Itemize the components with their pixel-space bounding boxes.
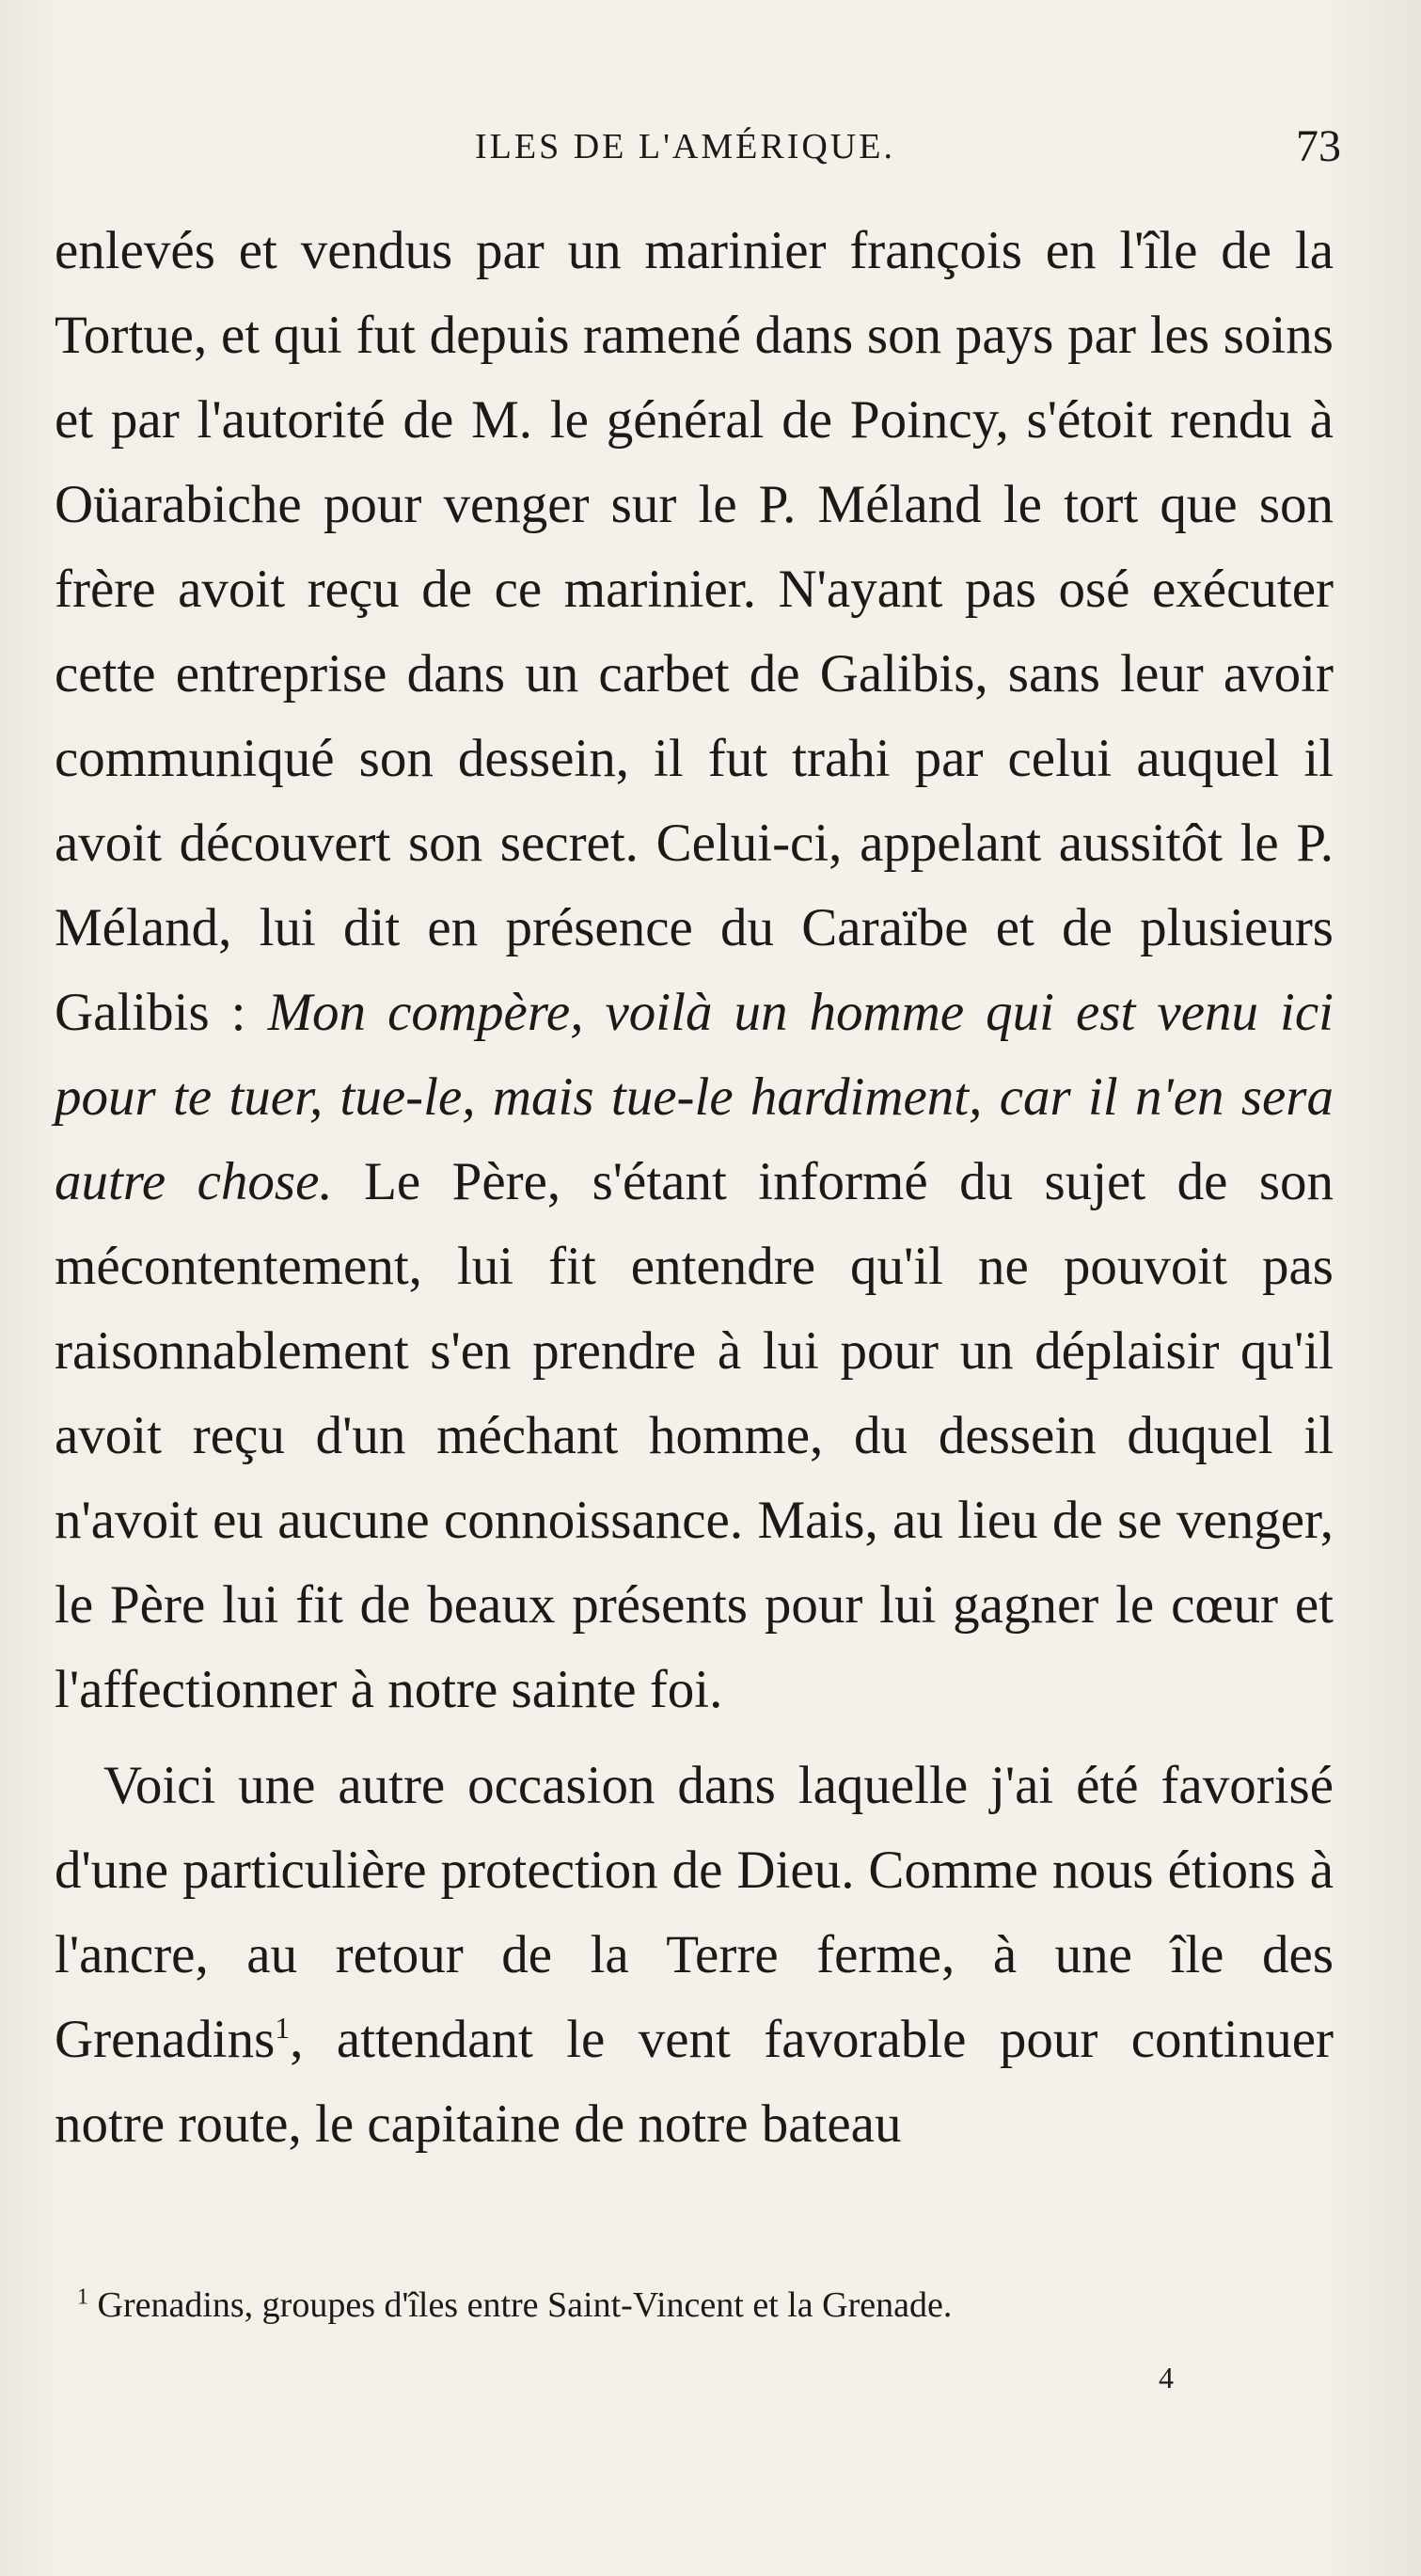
paragraph-1 <box>55 209 1334 1732</box>
footnote-marker: 1 <box>77 2284 88 2310</box>
footnote-reference: 1 <box>275 2011 291 2045</box>
signature-mark: 4 <box>1159 2361 1174 2394</box>
page-number: 73 <box>1296 121 1341 171</box>
paragraph-1-text-end: Le Père, s'étant informé du sujet de son mécontentement, lui fit entendre qu'il ne pouvoit pas raisonnablement s'en prendre à lui pour un déplaisir qu'il avoit reçu d'un méchant homme, du dessein duquel il n'avoit eu aucune connoissance. Mais, au lieu de se venger, le Père lui fit de beaux présents pour lui gagner le cœur et l'affectionner à notre sainte foi. <box>55 1152 1334 1719</box>
page-header <box>475 120 1341 177</box>
paragraph-2 <box>55 1744 1334 2167</box>
paragraph-2-text-start: Voici une autre occasion dans laquelle j'ai été favorisé d'une particulière protection de Dieu. Comme nous étions à l'ancre, au retour de la Terre ferme, à une île des Grenadins <box>55 1756 1334 2069</box>
quoted-speech: Mon compère, voilà un homme qui est venu ici pour te tuer, tue-le, mais tue-le hardiment, car il n'en sera autre chose. <box>55 983 1334 1211</box>
footnote-text: Grenadins, groupes d'îles entre Saint-Vincent et la Grenade. <box>88 2285 953 2325</box>
paragraph-1-text-start: enlevés et vendus par un marinier françois en l'île de la Tortue, et qui fut depuis ramené dans son pays par les soins et par l'autorité de M. le général de Poincy, s'étoit rendu à Oüarabiche pour venger sur le P. Méland le tort que son frère avoit reçu de ce marinier. N'ayant pas osé exécuter cette entreprise dans un carbet de Galibis, sans leur avoir communiqué son dessein, il fut trahi par celui auquel il avoit découvert son secret. Celui-ci, appelant aussitôt le P. Méland, lui dit en présence du Caraïbe et de plusieurs Galibis : <box>55 221 1334 1042</box>
footnote <box>77 2283 1300 2328</box>
paragraph-2-text-end: , attendant le vent favorable pour continuer notre route, le capitaine de notre bateau <box>55 2010 1334 2154</box>
body-text <box>55 209 1334 2167</box>
running-title: ILES DE L'AMÉRIQUE. <box>475 127 895 166</box>
